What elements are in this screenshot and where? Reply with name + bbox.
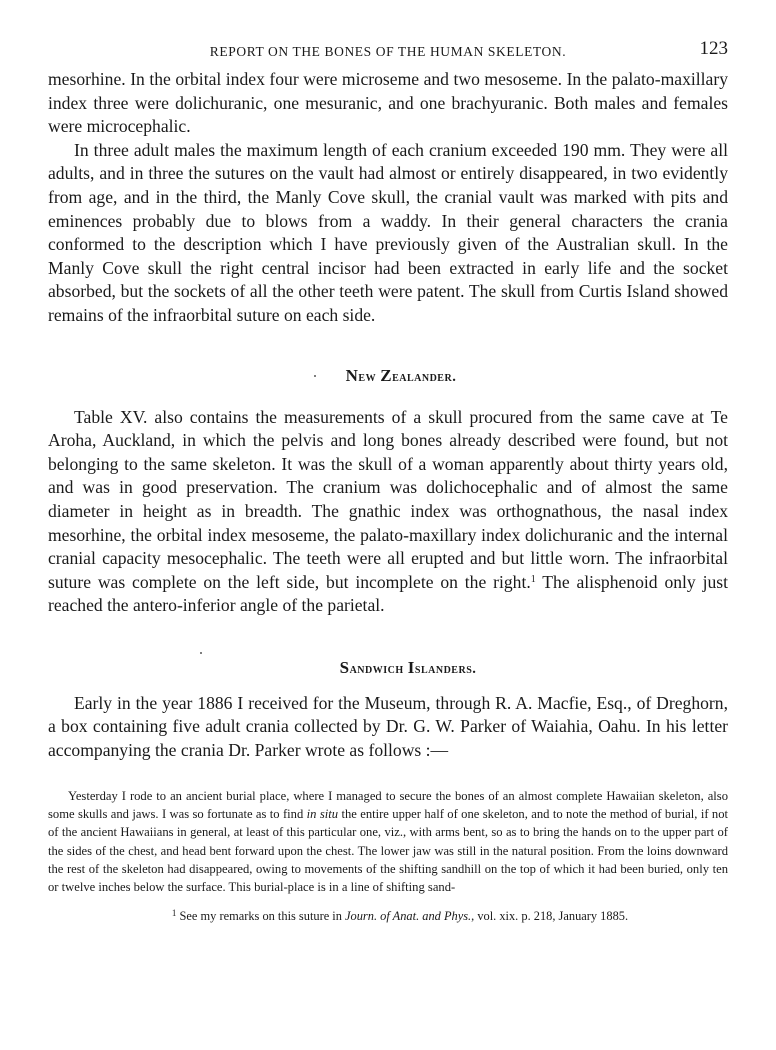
footnote-reference: 1 — [530, 573, 536, 585]
footnote-marker: 1 — [171, 908, 177, 919]
paragraph-new-zealander: Table XV. also contains the measurements of a skull procured from the same cave at Te Aroha, Auckland, in which the pelvis and long bones already described were found, but not belonging to the same skeleton. It was the skull of a woman apparently about thirty years old, and was in good preservation. The cranium was dolichocephalic and of almost the same diameter in height as in breadth. The gnathic index was orthognathous, the nasal index mesorhine, the orbital index mesoseme, the palato-maxillary index dolichuranic and the internal cranial capacity mesocephalic. The teeth were all erupted and but little worn. The infraorbital suture was complete on the left side, but incomplete on the right.$^1$ The alisphenoid only just reached the antero-inferior angle of the parietal. — [48, 406, 728, 616]
print-speck — [200, 652, 202, 654]
running-title: REPORT ON THE BONES OF THE HUMAN SKELETON. — [209, 44, 567, 59]
section-heading-sandwich-islanders: Sandwich Islanders. — [48, 658, 728, 678]
page-content — [48, 38, 728, 924]
italic-phrase: in situ — [306, 806, 339, 821]
footnote: $^1$ See my remarks on this suture in Journ. of Anat. and Phys., vol. xix. p. 218, January 1885. — [171, 908, 629, 924]
paragraph-sandwich-islanders: Early in the year 1886 I received for the Museum, through R. A. Macfie, Esq., of Dreghorn, a box containing five adult crania collected by Dr. G. W. Parker of Waiahia, Oahu. In his letter accompanying the crania Dr. Parker wrote as follows :— — [48, 692, 728, 761]
print-speck — [314, 375, 316, 377]
section-heading-new-zealander: New Zealander. — [48, 366, 728, 386]
journal-title: Journ. of Anat. and Phys. — [345, 909, 472, 924]
running-header — [48, 38, 728, 68]
quoted-letter: Yesterday I rode to an ancient burial place, where I managed to secure the bones of an almost complete Hawaiian skeleton, also some skulls and jaws. I was so fortunate as to find in situ the entire upper half of one skeleton, and to note the method of burial, if not of the ancient Hawaiians in general, at least of this particular one, viz., with arms bent, so as to bring the hands on to the upper part of the sides of the chest, and head bent forward upon the chest. The lower jaw was still in the natural position. From the loins downward the rest of the skeleton had disappeared, owing to movements of the shifting sandhill on the top of which it had been buried, only ten or twelve inches below the surface. This burial-place is in a line of shifting sand- — [48, 788, 728, 895]
paragraph-adult-males: In three adult males the maximum length of each cranium exceeded 190 mm. They were all adults, and in three the sutures on the vault had almost or entirely disappeared, in two evidently from age, and in the third, the Manly Cove skull, the cranial vault was marked with pits and eminences probably due to blows from a waddy. In their general characters the crania conformed to the description which I have previously given of the Australian skull. In the Manly Cove skull the right central incisor had been extracted in early life and the socket absorbed, but the sockets of all the other teeth were patent. The skull from Curtis Island showed remains of the infraorbital suture on each side. — [48, 139, 728, 325]
page-number: 123 — [699, 38, 728, 59]
paragraph-continuation: mesorhine. In the orbital index four were microseme and two mesoseme. In the palato-maxillary index three were dolichuranic, one mesuranic, and one brachyuranic. Both males and females were microcephalic. — [48, 69, 728, 137]
